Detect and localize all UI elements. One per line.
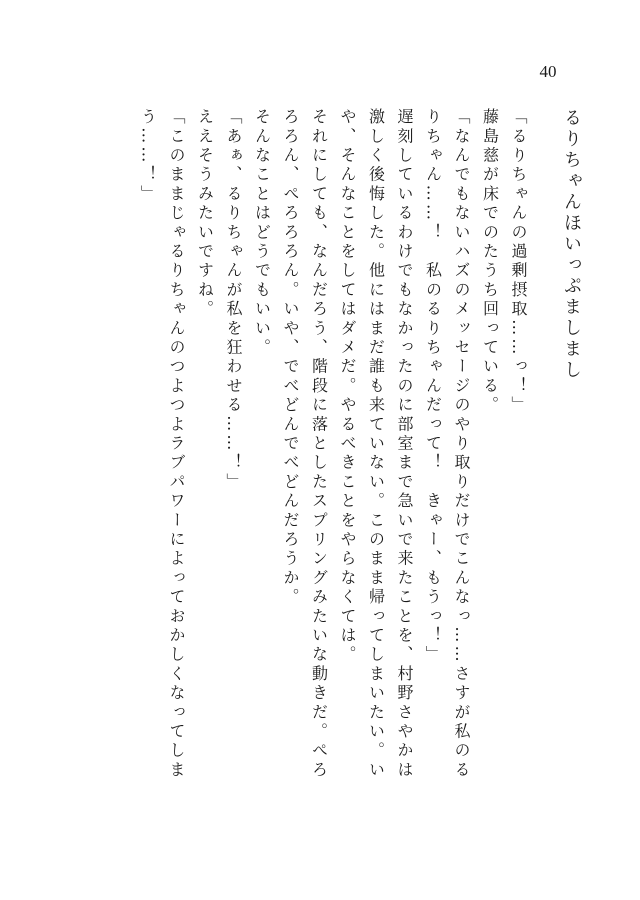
paragraph: 「なんでもないハズのメッセージのやり取りだけでこんなっ……さすが私のるりちゃん……！ 私のるりちゃんだって！ きゃー、もうっ！」: [423, 108, 471, 780]
paragraph: 藤島慈が床でのたうち回っている。: [480, 108, 500, 416]
chapter-title: るりちゃんほいっぷましまし: [561, 108, 582, 381]
page-number: 40: [539, 62, 557, 81]
paragraph: 遅刻しているわけでもなかったのに部室まで急いで来たことを、村野さやかは激しく後悔した。他にはまだ誰も来ていない。このまま帰ってしまいたい。いや、そんなことをしてはダメだ。やるべきことをやらなくては。: [338, 108, 414, 780]
paragraph: 「るりちゃんの過剰摂取……っ！」: [509, 108, 528, 416]
paragraph: そんなことはどうでもいい。: [252, 108, 272, 358]
paragraph: 「あぁ、るりちゃんが私を狂わせる……！」: [224, 108, 243, 492]
paragraph: それにしても、なんだろう、階段に落としたスプリングみたいな動きだ。ぺろろろん、ぺろろろん。いや、でべどんでべどんだろうか。: [281, 108, 329, 780]
paragraph: ええそうみたいですね。: [195, 108, 215, 320]
body-text: [112, 108, 532, 788]
paragraph: 「このままじゃるりちゃんのつよつよラブパワーによっておかしくなってしまう……！」: [138, 108, 186, 780]
